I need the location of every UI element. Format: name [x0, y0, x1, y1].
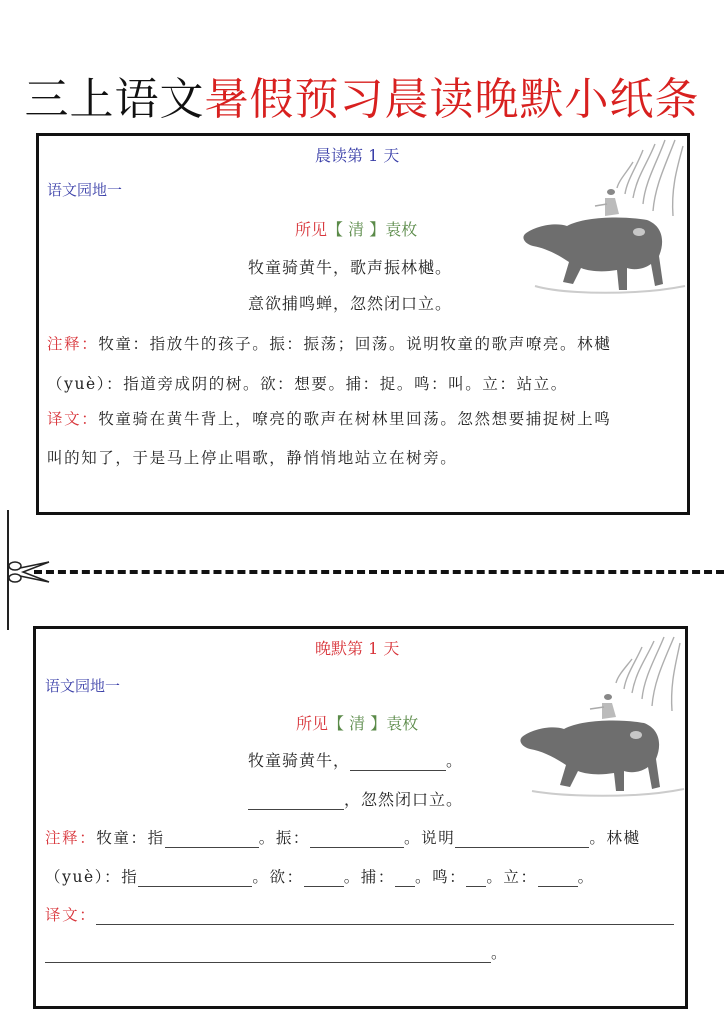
translation-label: 译文：: [45, 906, 97, 924]
notes-line-1: [47, 332, 611, 354]
notes-text: 。振：: [258, 829, 311, 847]
notes-text: 。立：: [486, 868, 538, 886]
poem-author: 袁枚: [386, 714, 419, 733]
punct: 。: [446, 751, 464, 770]
title-highlight: 暑假预习晨读晚默小纸条: [204, 74, 700, 125]
day-label: 晨读第 1 天: [315, 146, 400, 165]
notes-text: 牧童：指: [96, 829, 165, 847]
poem-author: 袁枚: [385, 220, 418, 239]
notes-text: 。林樾: [589, 829, 641, 847]
page-title: [0, 72, 724, 128]
notes-text: 。欲：: [252, 868, 304, 886]
poem-line-2-text: ，忽然闭口立。: [344, 790, 464, 809]
poem-line-2: [248, 787, 463, 810]
fill-blank[interactable]: [466, 872, 486, 887]
fill-blank[interactable]: [395, 872, 415, 887]
poem-title: 所见: [295, 220, 328, 239]
poem-line-1: 牧童骑黄牛，歌声振林樾。: [248, 258, 453, 277]
poem-line-2: 意欲捕鸣蝉，忽然闭口立。: [248, 294, 453, 313]
notes-text: 。说明: [404, 829, 456, 847]
translation-line-2: 叫的知了，于是马上停止唱歌，静悄悄地站立在树旁。: [47, 449, 458, 467]
morning-reading-card: [36, 133, 690, 515]
poem-line-1: [248, 748, 463, 771]
notes-text: 。鸣：: [415, 868, 467, 886]
poem-dynasty: 【 清 】: [328, 714, 387, 733]
day-label: 晚默第 1 天: [315, 639, 400, 658]
notes-line-1: [45, 826, 641, 848]
buffalo-illustration: [514, 631, 689, 801]
translation-line-1: [45, 903, 674, 925]
fill-blank[interactable]: [96, 910, 674, 925]
fill-blank[interactable]: [455, 833, 589, 848]
fill-blank[interactable]: [45, 948, 491, 963]
cut-dashed-line: [34, 570, 724, 574]
poem-line-1-text: 牧童骑黄牛，: [248, 751, 351, 770]
notes-label: 注释：: [45, 829, 97, 847]
fill-blank[interactable]: [538, 872, 578, 887]
evening-dictation-card: [33, 626, 688, 1009]
notes-label: 注释：: [47, 335, 99, 353]
fill-blank[interactable]: [350, 756, 446, 771]
notes-text: 。: [577, 868, 595, 886]
poem-heading: [295, 217, 417, 240]
fill-blank[interactable]: [248, 795, 344, 810]
poem-title: 所见: [296, 714, 329, 733]
fill-blank[interactable]: [310, 833, 404, 848]
translation-line-1: [47, 407, 611, 429]
fill-blank[interactable]: [138, 872, 252, 887]
poem-dynasty: 【 清 】: [327, 220, 386, 239]
notes-line-2: （yuè）：指道旁成阴的树。欲：想要。捕：捉。鸣：叫。立：站立。: [47, 375, 568, 393]
notes-line-2: [45, 865, 595, 887]
poem-heading: [296, 711, 418, 734]
unit-label: 语文园地一: [47, 181, 123, 199]
fill-blank[interactable]: [304, 872, 344, 887]
notes-text: 。捕：: [343, 868, 395, 886]
translation-line-2: [45, 941, 508, 963]
translation-label: 译文：: [47, 410, 99, 428]
buffalo-illustration: [515, 136, 690, 306]
notes-text-1: 牧童：指放牛的孩子。振：振荡；回荡。说明牧童的歌声嘹亮。林樾: [98, 335, 612, 353]
punct: 。: [491, 944, 509, 962]
fill-blank[interactable]: [165, 833, 259, 848]
unit-label: 语文园地一: [45, 677, 121, 695]
title-prefix: 三上语文: [24, 74, 205, 125]
notes-text: （yuè）：指: [45, 868, 139, 886]
translation-text-1: 牧童骑在黄牛背上，嘹亮的歌声在树林里回荡。忽然想要捕捉树上鸣: [98, 410, 612, 428]
